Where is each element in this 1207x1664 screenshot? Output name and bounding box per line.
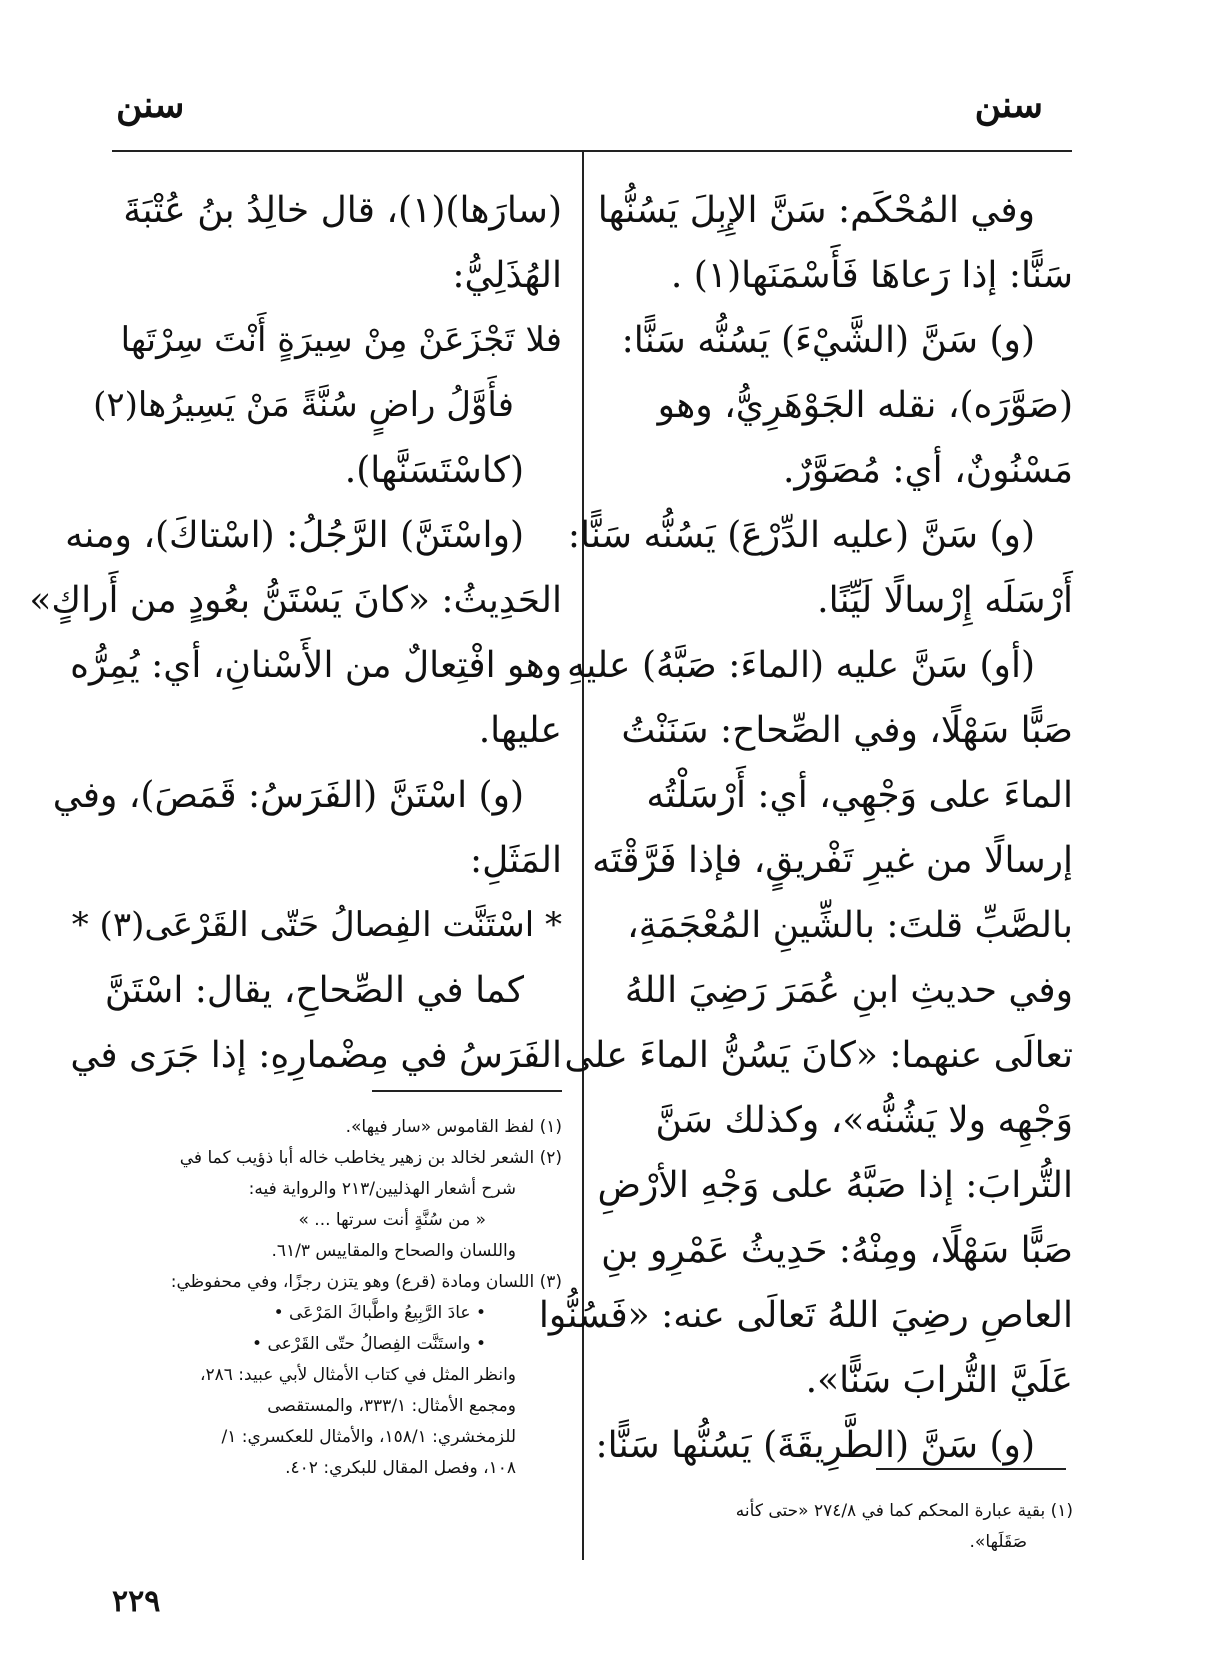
text-line: وَجْهِه ولا يَشُنُّه»، وكذلك سَنَّ: [655, 1100, 1073, 1141]
footnotes-right: [608, 1496, 1073, 1558]
text-line: الحَدِيثُ: «كانَ يَسْتَنُّ بعُودٍ من أَراكٍ»: [29, 580, 562, 621]
footnote-line: واللسان والصحاح والمقاييس ٦١/٣.: [271, 1241, 516, 1261]
running-header-right: سنن: [974, 84, 1043, 126]
text-line: (و) سَنَّ (عليه الدِّرْعَ) يَسُنُّه سَنًّا:: [567, 515, 1035, 556]
verse-line: فلا تَجْزَعَنْ مِنْ سِيرَةٍ أَنْتَ سِرْتَها: [120, 320, 562, 360]
footnote-line: صَقَلَها».: [969, 1532, 1027, 1552]
text-line: الهُذَلِيُّ:: [452, 255, 562, 296]
footnote-line: ومجمع الأمثال: ٣٣٣/١، والمستقصى: [267, 1396, 516, 1416]
text-line: (أو) سَنَّ عليه (الماءَ: صَبَّهُ) عليهِ: [566, 645, 1035, 686]
footnote-rule: [876, 1468, 1066, 1470]
text-line: تعالَى عنهما: «كانَ يَسُنُّ الماءَ على: [564, 1035, 1073, 1076]
footnote-line: شرح أشعار الهذليين/٢١٣ والرواية فيه:: [248, 1179, 516, 1199]
footnote-line: • واستَنَّت الفِصالُ حتّى القَرْعى •: [252, 1334, 486, 1354]
text-line: الماءَ على وَجْهِي، أي: أَرْسَلْتُه: [646, 775, 1073, 816]
footnote-rule: [372, 1090, 562, 1092]
text-line: مَسْنُونٌ، أي: مُصَوَّرٌ.: [782, 450, 1073, 491]
footnote-line: « من سُنَّةٍ أنت سرتها ... »: [298, 1210, 486, 1230]
text-line: (سارَها)(١)، قال خالِدُ بنُ عُتْبَةَ: [123, 190, 562, 231]
column-divider: [582, 150, 584, 1560]
verse-line: * اسْتَنَّت الفِصالُ حَتّى القَرْعَى(٣) *: [71, 905, 562, 945]
header-rule: [112, 150, 1072, 152]
text-line: سَنًّا: إذا رَعاهَا فَأَسْمَنَها(١) .: [670, 255, 1073, 296]
text-line: وفي المُحْكَم: سَنَّ الإِبِلَ يَسُنُّها: [597, 190, 1035, 231]
text-line: (و) اسْتَنَّ (الفَرَسُ: قَمَصَ)، وفي: [52, 775, 524, 816]
text-line: وهو افْتِعالٌ من الأَسْنانِ، أي: يُمِرُّه: [70, 645, 562, 686]
text-line: صَبًّا سَهْلًا، ومِنْهُ: حَدِيثُ عَمْرِو بنِ: [601, 1230, 1073, 1271]
page-number: ٢٢٩: [112, 1584, 161, 1619]
footnote-line: للزمخشري: ١٥٨/١، والأمثال للعكسري: ١/: [221, 1427, 516, 1447]
text-line: وفي حديثِ ابنِ عُمَرَ رَضِيَ اللهُ: [624, 970, 1073, 1011]
text-line: أَرْسَلَه إِرْسالًا لَيِّنًا.: [817, 580, 1073, 621]
text-line: صَبًّا سَهْلًا، وفي الصِّحاح: سَنَنْتُ: [621, 710, 1073, 751]
running-header-left: سنن: [116, 84, 185, 126]
text-line: (صَوَّرَه)، نقله الجَوْهَرِيُّ، وهو: [657, 385, 1073, 426]
footnote-line: • عادَ الرَّبِيعُ واطَّباكَ المَرْعَى •: [273, 1303, 486, 1323]
text-line: كما في الصِّحاحِ، يقال: اسْتَنَّ: [104, 970, 524, 1011]
verse-line: فأَوَّلُ راضٍ سُنَّةً مَنْ يَسِيرُها(٢): [93, 385, 514, 425]
text-line: الفَرَسُ في مِضْمارِهِ: إذا جَرَى في: [70, 1035, 562, 1076]
text-line: (كاسْتَسَنَّها).: [344, 450, 524, 491]
footnote-line: (١) بقية عبارة المحكم كما في ٢٧٤/٨ «حتى كأنه: [735, 1501, 1073, 1521]
text-line: إرسالًا من غيرِ تَفْريقٍ، فإذا فَرَّقْتَه: [592, 840, 1073, 881]
text-line: المَثَلِ:: [469, 840, 562, 881]
text-line: بالصَّبِّ قلتَ: بالشِّينِ المُعْجَمَةِ،: [627, 905, 1073, 946]
left-column: [29, 178, 562, 1088]
footnote-line: وانظر المثل في كتاب الأمثال لأبي عبيد: ٢٨٦،: [200, 1365, 516, 1385]
footnote-line: ١٠٨، وفصل المقال للبكري: ٤٠٢.: [285, 1458, 516, 1478]
footnote-line: (١) لفظ القاموس «سار فيها».: [345, 1117, 562, 1137]
footnote-line: (٣) اللسان ومادة (قرع) وهو يتزن رجزًا، وفي محفوظي:: [170, 1272, 562, 1292]
footnotes-left: [112, 1112, 562, 1484]
text-line: التُّرابَ: إذا صَبَّهُ على وَجْهِ الأرْضِ: [597, 1165, 1073, 1206]
text-line: العاصِ رضِيَ اللهُ تَعالَى عنه: «فَسُنُّوا: [538, 1295, 1073, 1336]
footnote-line: (٢) الشعر لخالد بن زهير يخاطب خاله أبا ذؤيب كما في: [179, 1148, 562, 1168]
text-line: عَلَيَّ التُّرابَ سَنًّا».: [805, 1360, 1073, 1401]
text-line: (واسْتَنَّ) الرَّجُلُ: (اسْتاكَ)، ومنه: [65, 515, 524, 556]
text-line: (و) سَنَّ (الطَّرِيقَةَ) يَسُنُّها سَنًّا:: [595, 1425, 1035, 1466]
text-line: (و) سَنَّ (الشَّيْءَ) يَسُنُّه سَنًّا:: [621, 320, 1035, 361]
right-column: [538, 178, 1073, 1478]
text-line: عليها.: [478, 710, 562, 751]
